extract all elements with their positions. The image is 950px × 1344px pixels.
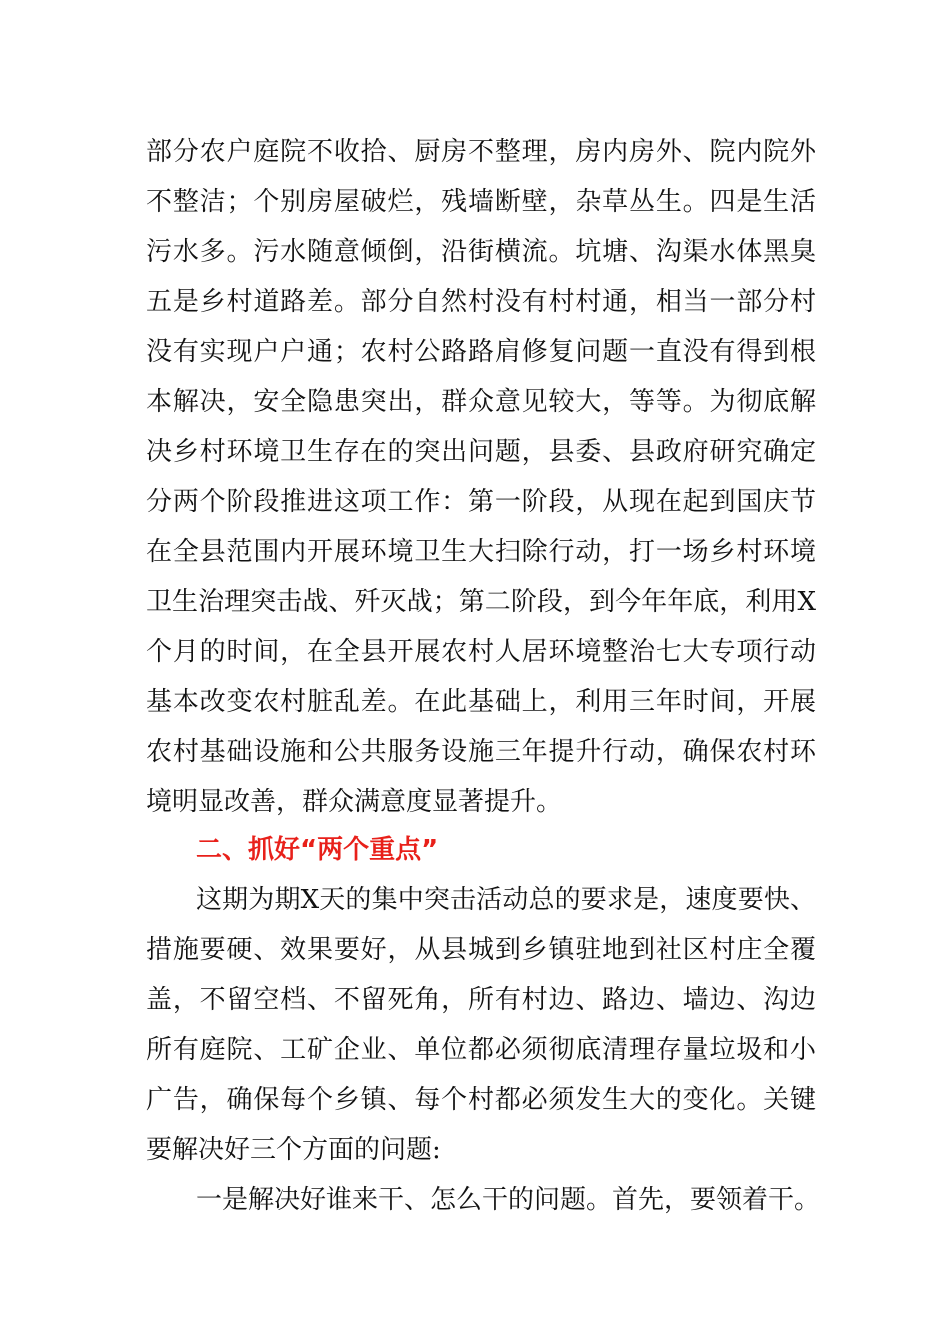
paragraph-line-2: 不整洁；个别房屋破烂，残墙断壁，杂草丛生。四是生活 bbox=[146, 187, 816, 217]
paragraph-line-8: 分两个阶段推进这项工作：第一阶段，从现在起到国庆节 bbox=[146, 487, 816, 517]
paragraph-line-1: 部分农户庭院不收拾、厨房不整理，房内房外、院内院外 bbox=[146, 137, 816, 167]
section-heading: 二、抓好“两个重点” bbox=[196, 835, 439, 865]
paragraph-line-20: 要解决好三个方面的问题: bbox=[146, 1135, 441, 1165]
paragraph-line-12: 基本改变农村脏乱差。在此基础上，利用三年时间，开展 bbox=[146, 687, 816, 717]
paragraph-line-11: 个月的时间，在全县开展农村人居环境整治七大专项行动 bbox=[146, 637, 816, 667]
paragraph-line-21: 一是解决好谁来干、怎么干的问题。首先，要领着干。 bbox=[196, 1185, 821, 1215]
paragraph-line-9: 在全县范围内开展环境卫生大扫除行动，打一场乡村环境 bbox=[146, 537, 816, 567]
paragraph-line-3: 污水多。污水随意倾倒，沿街横流。坑塘、沟渠水体黑臭 bbox=[146, 237, 816, 267]
paragraph-line-4: 五是乡村道路差。部分自然村没有村村通，相当一部分村 bbox=[146, 287, 816, 317]
paragraph-line-19: 广告，确保每个乡镇、每个村都必须发生大的变化。关键 bbox=[146, 1085, 816, 1115]
paragraph-line-7: 决乡村环境卫生存在的突出问题，县委、县政府研究确定 bbox=[146, 437, 816, 467]
paragraph-line-18: 所有庭院、工矿企业、单位都必须彻底清理存量垃圾和小 bbox=[146, 1035, 816, 1065]
paragraph-line-5: 没有实现户户通；农村公路路肩修复问题一直没有得到根 bbox=[146, 337, 816, 367]
paragraph-line-15: 这期为期X天的集中突击活动总的要求是，速度要快、 bbox=[196, 885, 816, 915]
paragraph-line-16: 措施要硬、效果要好，从县城到乡镇驻地到社区村庄全覆 bbox=[146, 935, 816, 965]
paragraph-line-6: 本解决，安全隐患突出，群众意见较大，等等。为彻底解 bbox=[146, 387, 816, 417]
paragraph-line-17: 盖，不留空档、不留死角，所有村边、路边、墙边、沟边 bbox=[146, 985, 816, 1015]
paragraph-line-10: 卫生治理突击战、歼灭战；第二阶段，到今年年底，利用X bbox=[146, 587, 816, 617]
paragraph-line-13: 农村基础设施和公共服务设施三年提升行动，确保农村环 bbox=[146, 737, 816, 767]
paragraph-line-14: 境明显改善，群众满意度显著提升。 bbox=[146, 787, 563, 817]
